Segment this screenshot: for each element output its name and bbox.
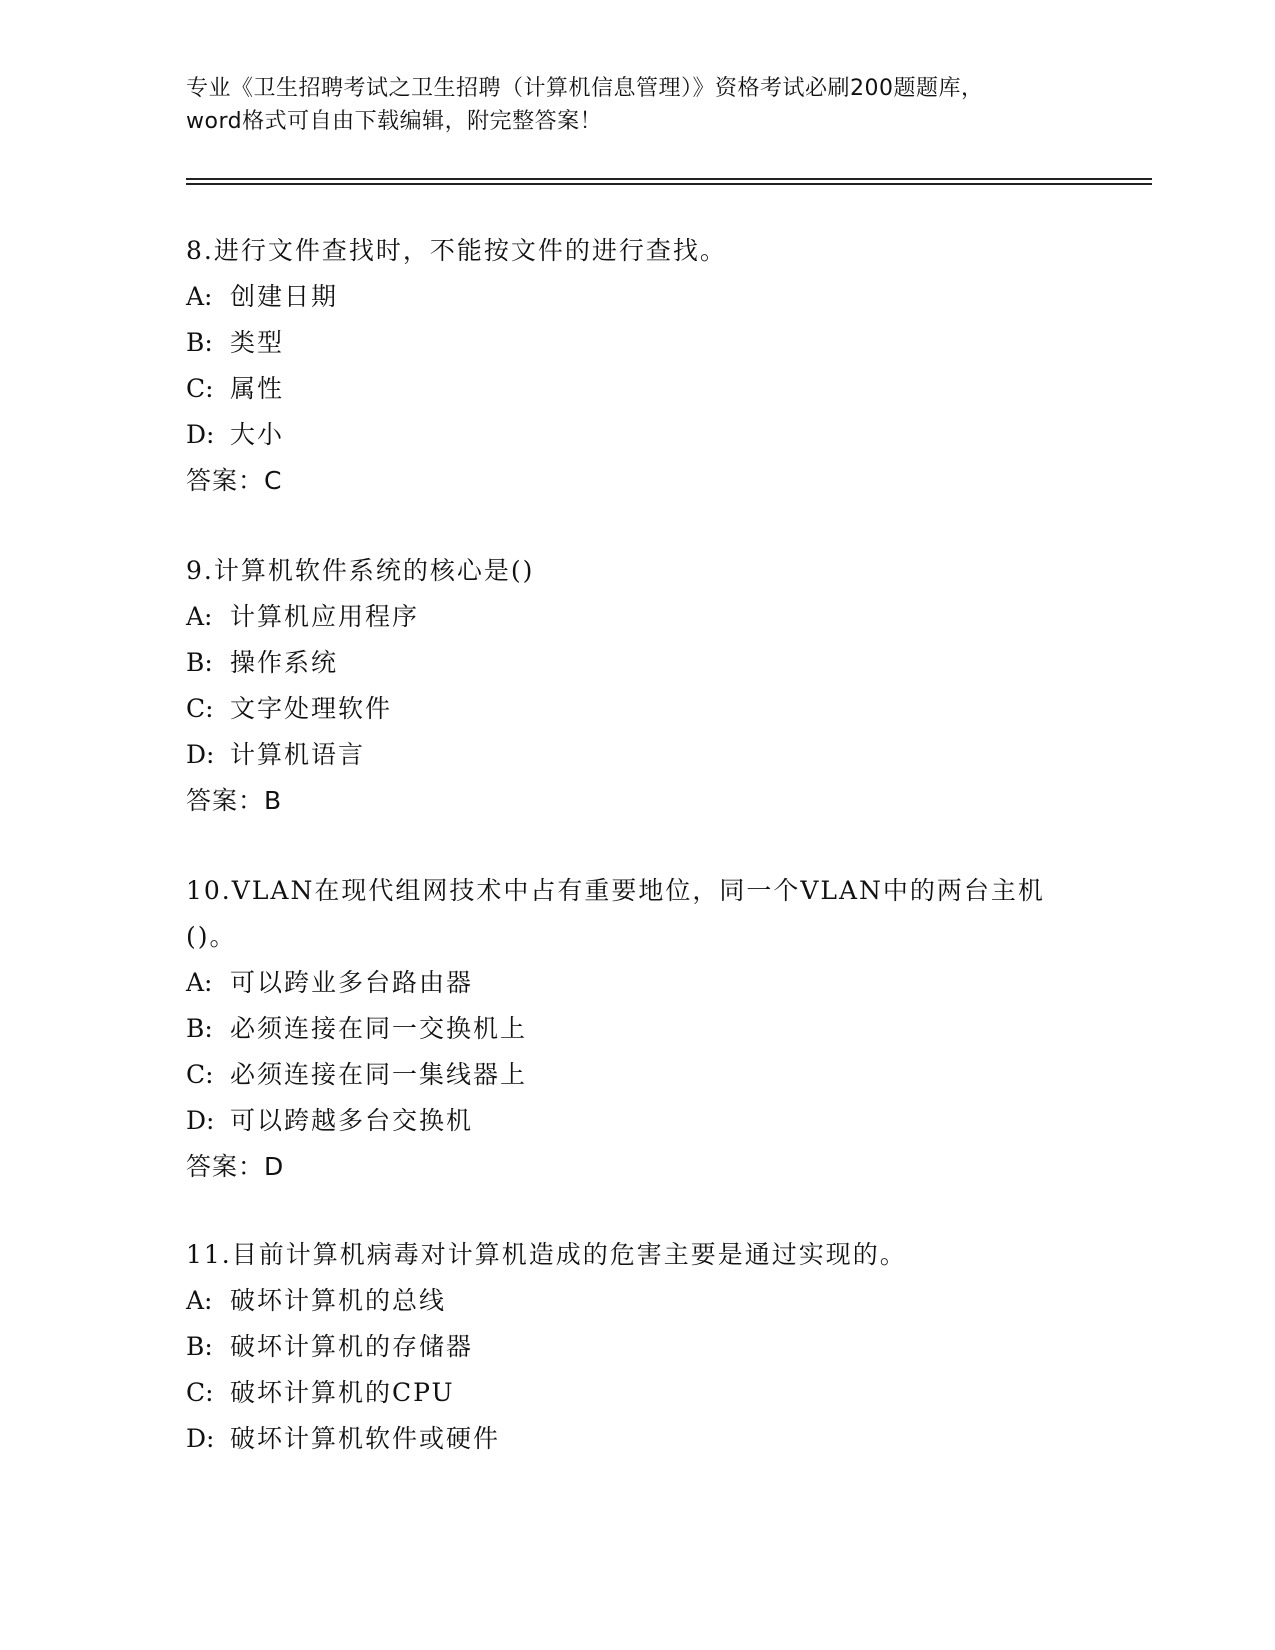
option-a [186,1278,1086,1324]
document-header [186,72,1086,138]
question-stem [186,548,1086,594]
option-label: B: [186,1014,213,1043]
option-label: D: [186,420,215,449]
option-label: A: [186,282,213,311]
question-11 [186,1232,1086,1462]
question-stem-line: ()。 [186,922,237,951]
option-text: 破坏计算机的总线 [230,1286,447,1315]
option-label: B: [186,1332,213,1361]
option-a [186,274,1086,320]
question-9 [186,548,1086,824]
option-b [186,640,1086,686]
option-a [186,594,1086,640]
option-label: C: [186,1060,214,1089]
option-label: A: [186,968,213,997]
option-c [186,1052,1086,1098]
option-label: C: [186,694,214,723]
option-c [186,686,1086,732]
option-text: 大小 [230,420,285,449]
option-c [186,366,1086,412]
question-stem-line: 8.进行文件查找时，不能按文件的进行查找。 [186,236,727,265]
option-text: 可以跨业多台路由器 [230,968,474,997]
option-label: A: [186,602,213,631]
option-text: 操作系统 [230,648,339,677]
option-label: A: [186,1286,213,1315]
header-divider-top [186,178,1152,180]
option-text: 破坏计算机的存储器 [230,1332,474,1361]
option-text: 破坏计算机软件或硬件 [230,1424,501,1453]
question-stem [186,1232,1086,1278]
question-stem-line: 11.目前计算机病毒对计算机造成的危害主要是通过实现的。 [186,1240,907,1269]
option-label: B: [186,328,213,357]
option-d [186,1416,1086,1462]
question-8 [186,228,1086,504]
option-b [186,320,1086,366]
option-label: B: [186,648,213,677]
option-text: 计算机语言 [230,740,366,769]
option-b [186,1006,1086,1052]
option-text: 属性 [230,374,285,403]
option-text: 类型 [230,328,285,357]
option-label: C: [186,374,214,403]
option-d [186,732,1086,778]
header-divider-bottom [186,183,1152,185]
option-a [186,960,1086,1006]
option-c [186,1370,1086,1416]
answer-line: 答案：C [186,466,283,495]
option-label: D: [186,1424,215,1453]
option-text: 文字处理软件 [230,694,393,723]
option-text: 必须连接在同一交换机上 [230,1014,528,1043]
option-label: D: [186,1106,215,1135]
question-stem [186,228,1086,274]
option-text: 必须连接在同一集线器上 [230,1060,528,1089]
option-label: C: [186,1378,214,1407]
question-10 [186,868,1086,1190]
option-d [186,1098,1086,1144]
answer-line: 答案：D [186,1152,285,1181]
header-line-2: word格式可自由下载编辑，附完整答案！ [186,109,603,134]
option-b [186,1324,1086,1370]
option-text: 破坏计算机的CPU [230,1378,455,1407]
header-line-1: 专业《卫生招聘考试之卫生招聘（计算机信息管理）》资格考试必刷200题题库， [186,76,984,101]
option-d [186,412,1086,458]
option-text: 创建日期 [230,282,339,311]
question-stem [186,868,1086,960]
option-text: 可以跨越多台交换机 [230,1106,474,1135]
option-text: 计算机应用程序 [230,602,420,631]
question-stem-line: 9.计算机软件系统的核心是() [186,556,535,585]
answer-line: 答案：B [186,786,283,815]
question-stem-line: 10.VLAN在现代组网技术中占有重要地位，同一个VLAN中的两台主机 [186,876,1045,905]
option-label: D: [186,740,215,769]
